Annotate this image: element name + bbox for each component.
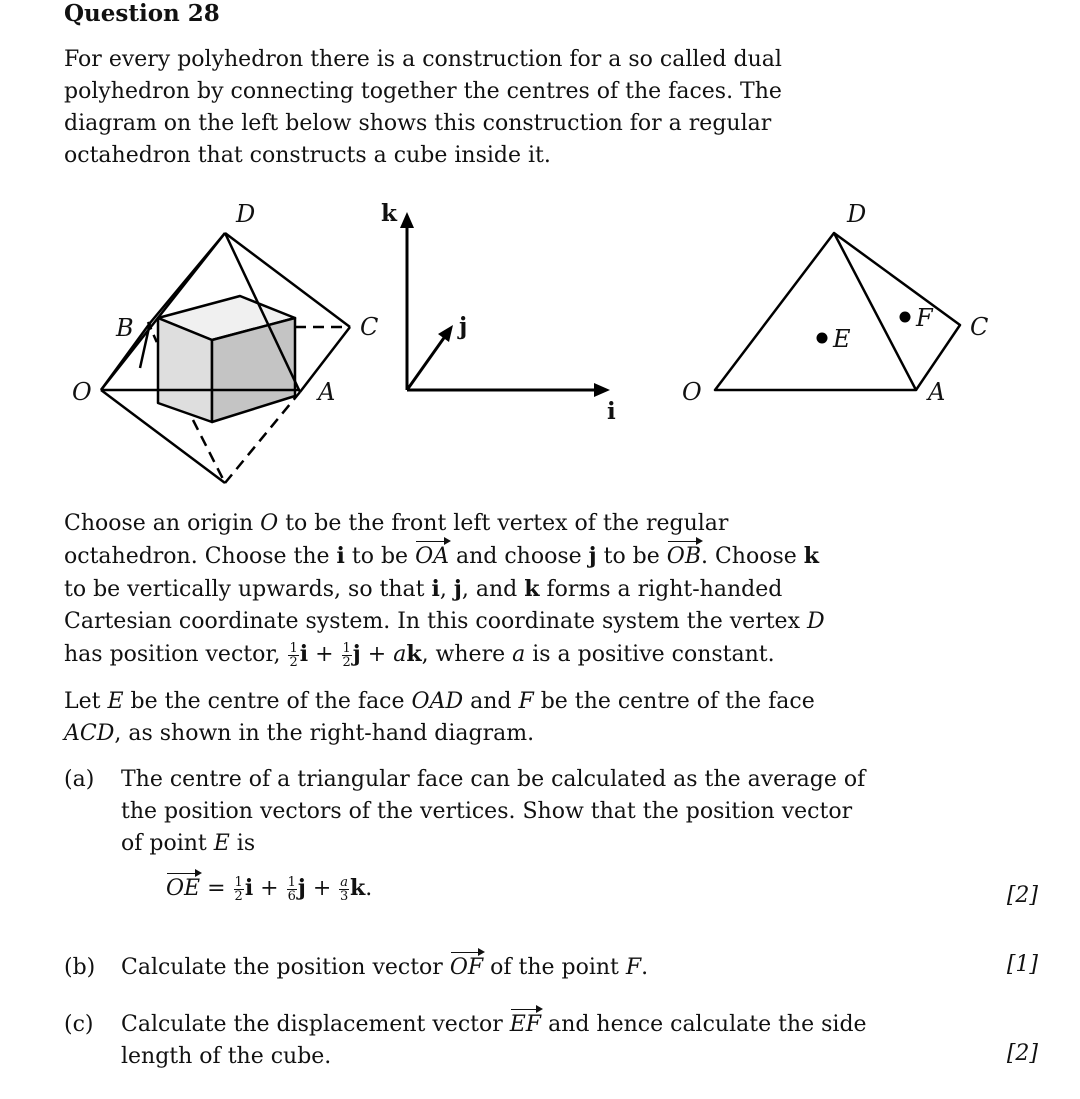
octahedron-diagram: [0, 190, 400, 500]
intro-line: polyhedron by connecting together the centres of the faces. The: [64, 79, 782, 104]
face-ACD-edges: [834, 233, 960, 390]
label-D: D: [236, 200, 256, 228]
setup-line-2: octahedron. Choose the i to be OA and choose j to be OB. Choose k: [64, 540, 924, 573]
part-c: [64, 1009, 1044, 1073]
label-F: F: [916, 304, 933, 332]
label-j: j: [459, 313, 468, 340]
part-c-line: length of the cube.: [121, 1044, 332, 1069]
label-C: C: [970, 313, 989, 341]
centres-line-1: Let E be the centre of the face OAD and F be the centre of the face: [64, 689, 815, 714]
part-c-body: [121, 1009, 981, 1073]
part-c-line: Calculate the displacement vector EF and hence calculate the side: [121, 1009, 981, 1041]
fraction-half: $\frac{1}{2}$: [342, 640, 351, 670]
point-F: [900, 312, 911, 323]
label-O: O: [72, 378, 92, 406]
j-axis: [407, 335, 446, 390]
intro-line: diagram on the left below shows this construction for a regular: [64, 111, 772, 136]
label-k: k: [381, 200, 397, 227]
intro-line: For every polyhedron there is a construction for a so called dual: [64, 47, 782, 72]
label-A: A: [318, 378, 336, 406]
setup-line-3: to be vertically upwards, so that i, j, and k forms a right-handed: [64, 576, 783, 602]
k-arrowhead: [400, 212, 414, 228]
question-title: Question 28: [64, 0, 220, 27]
centres-paragraph: [64, 686, 924, 750]
label-i: i: [607, 398, 616, 425]
part-a: [64, 764, 1044, 924]
point-E: [817, 333, 828, 344]
part-b-label: (b): [64, 955, 96, 980]
vector-EF: EF: [510, 1009, 541, 1041]
setup-line-4: Cartesian coordinate system. In this coordinate system the vertex D: [64, 609, 825, 634]
part-a-line: of point E is: [121, 831, 256, 856]
vector-OA: OA: [415, 541, 449, 573]
label-A: A: [928, 378, 946, 406]
centres-line-2: ACD, as shown in the right-hand diagram.: [64, 721, 535, 746]
part-a-marks: [2]: [1006, 883, 1038, 908]
part-a-label: (a): [64, 767, 95, 792]
setup-line-5: has position vector, $\frac{1}{2}$ i + $\frac{1}{2}$ j + ak, where a is a positive constant.: [64, 640, 775, 670]
axes-diagram: [370, 190, 630, 430]
face-OAD: [715, 233, 916, 390]
label-B: B: [116, 314, 134, 342]
part-a-line: The centre of a triangular face can be calculated as the average of: [121, 767, 866, 792]
part-a-body: [121, 764, 981, 905]
intro-paragraph: [64, 44, 924, 172]
vector-OB: OB: [667, 541, 701, 573]
part-c-marks: [2]: [1006, 1041, 1038, 1066]
label-D: D: [847, 200, 867, 228]
label-C: C: [360, 313, 379, 341]
vector-OF: OF: [450, 952, 483, 984]
setup-line-1: Choose an origin O to be the front left vertex of the regular: [64, 511, 729, 536]
label-O: O: [682, 378, 702, 406]
part-b-marks: [1]: [1006, 952, 1038, 977]
j-arrowhead: [438, 325, 453, 342]
setup-paragraph: [64, 508, 924, 671]
part-b: [64, 952, 1044, 984]
label-E: E: [833, 325, 851, 353]
intro-line: octahedron that constructs a cube inside it.: [64, 143, 551, 168]
part-a-line: the position vectors of the vertices. Show that the position vector: [121, 799, 853, 824]
equation-OE: OE = $\frac{1}{2}$ i + $\frac{1}{6}$ j + $\frac{a}{3}$ k.: [166, 874, 373, 904]
part-c-label: (c): [64, 1012, 94, 1037]
fraction-half: $\frac{1}{2}$: [289, 640, 298, 670]
part-b-body: Calculate the position vector OF of the point F.: [121, 952, 981, 984]
faces-diagram: [660, 190, 1000, 420]
i-arrowhead: [594, 383, 610, 397]
edge-hidden: [193, 420, 225, 483]
